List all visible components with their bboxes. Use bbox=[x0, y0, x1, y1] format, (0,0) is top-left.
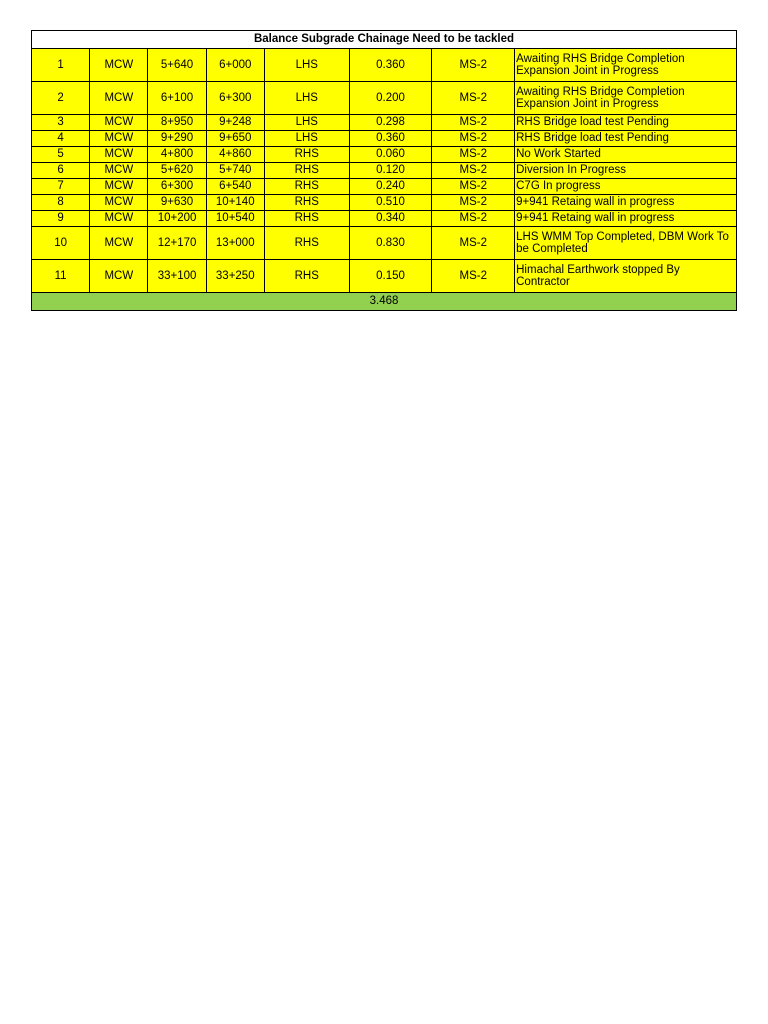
section-cell: MS-2 bbox=[432, 147, 515, 163]
table-row bbox=[32, 227, 737, 260]
remark-cell: Awaiting RHS Bridge Completion Expansion Joint in Progress bbox=[515, 82, 737, 115]
table-row bbox=[32, 179, 737, 195]
side-cell: LHS bbox=[264, 49, 349, 82]
remark-cell: 9+941 Retaing wall in progress bbox=[515, 195, 737, 211]
serial-number-cell: 11 bbox=[32, 260, 90, 293]
road-cell: MCW bbox=[90, 131, 148, 147]
remark-cell: Awaiting RHS Bridge Completion Expansion Joint in Progress bbox=[515, 49, 737, 82]
road-cell: MCW bbox=[90, 49, 148, 82]
chainage-from-cell: 9+630 bbox=[148, 195, 206, 211]
length-cell: 0.510 bbox=[349, 195, 432, 211]
side-cell: RHS bbox=[264, 260, 349, 293]
chainage-to-cell: 10+140 bbox=[206, 195, 264, 211]
serial-number-cell: 1 bbox=[32, 49, 90, 82]
section-cell: MS-2 bbox=[432, 115, 515, 131]
section-cell: MS-2 bbox=[432, 195, 515, 211]
section-cell: MS-2 bbox=[432, 179, 515, 195]
table-row bbox=[32, 115, 737, 131]
road-cell: MCW bbox=[90, 115, 148, 131]
section-cell: MS-2 bbox=[432, 131, 515, 147]
length-cell: 0.200 bbox=[349, 82, 432, 115]
chainage-to-cell: 10+540 bbox=[206, 211, 264, 227]
chainage-to-cell: 33+250 bbox=[206, 260, 264, 293]
serial-number-cell: 5 bbox=[32, 147, 90, 163]
section-cell: MS-2 bbox=[432, 82, 515, 115]
chainage-to-cell: 6+000 bbox=[206, 49, 264, 82]
chainage-from-cell: 10+200 bbox=[148, 211, 206, 227]
table-row bbox=[32, 260, 737, 293]
chainage-from-cell: 9+290 bbox=[148, 131, 206, 147]
serial-number-cell: 10 bbox=[32, 227, 90, 260]
total-row bbox=[32, 293, 737, 311]
table-row bbox=[32, 49, 737, 82]
title-row bbox=[32, 31, 737, 49]
road-cell: MCW bbox=[90, 260, 148, 293]
serial-number-cell: 3 bbox=[32, 115, 90, 131]
chainage-to-cell: 13+000 bbox=[206, 227, 264, 260]
length-cell: 0.298 bbox=[349, 115, 432, 131]
road-cell: MCW bbox=[90, 211, 148, 227]
chainage-from-cell: 33+100 bbox=[148, 260, 206, 293]
side-cell: RHS bbox=[264, 147, 349, 163]
serial-number-cell: 4 bbox=[32, 131, 90, 147]
length-cell: 0.340 bbox=[349, 211, 432, 227]
length-cell: 0.150 bbox=[349, 260, 432, 293]
serial-number-cell: 8 bbox=[32, 195, 90, 211]
length-cell: 0.120 bbox=[349, 163, 432, 179]
section-cell: MS-2 bbox=[432, 49, 515, 82]
chainage-from-cell: 5+620 bbox=[148, 163, 206, 179]
chainage-to-cell: 5+740 bbox=[206, 163, 264, 179]
side-cell: RHS bbox=[264, 195, 349, 211]
side-cell: RHS bbox=[264, 179, 349, 195]
remark-cell: C7G In progress bbox=[515, 179, 737, 195]
table-row bbox=[32, 195, 737, 211]
length-cell: 0.360 bbox=[349, 131, 432, 147]
remark-cell: Himachal Earthwork stopped By Contractor bbox=[515, 260, 737, 293]
chainage-to-cell: 9+248 bbox=[206, 115, 264, 131]
road-cell: MCW bbox=[90, 163, 148, 179]
section-cell: MS-2 bbox=[432, 163, 515, 179]
chainage-from-cell: 8+950 bbox=[148, 115, 206, 131]
serial-number-cell: 2 bbox=[32, 82, 90, 115]
road-cell: MCW bbox=[90, 195, 148, 211]
table-row bbox=[32, 82, 737, 115]
chainage-to-cell: 6+300 bbox=[206, 82, 264, 115]
length-cell: 0.830 bbox=[349, 227, 432, 260]
chainage-from-cell: 4+800 bbox=[148, 147, 206, 163]
chainage-to-cell: 6+540 bbox=[206, 179, 264, 195]
chainage-to-cell: 9+650 bbox=[206, 131, 264, 147]
chainage-from-cell: 12+170 bbox=[148, 227, 206, 260]
remark-cell: 9+941 Retaing wall in progress bbox=[515, 211, 737, 227]
remark-cell: No Work Started bbox=[515, 147, 737, 163]
length-cell: 0.360 bbox=[349, 49, 432, 82]
side-cell: LHS bbox=[264, 115, 349, 131]
side-cell: RHS bbox=[264, 211, 349, 227]
remark-cell: Diversion In Progress bbox=[515, 163, 737, 179]
length-cell: 0.060 bbox=[349, 147, 432, 163]
side-cell: LHS bbox=[264, 131, 349, 147]
side-cell: RHS bbox=[264, 163, 349, 179]
chainage-from-cell: 5+640 bbox=[148, 49, 206, 82]
section-cell: MS-2 bbox=[432, 211, 515, 227]
table-row bbox=[32, 163, 737, 179]
section-cell: MS-2 bbox=[432, 227, 515, 260]
remark-cell: RHS Bridge load test Pending bbox=[515, 115, 737, 131]
table-row bbox=[32, 131, 737, 147]
side-cell: RHS bbox=[264, 227, 349, 260]
road-cell: MCW bbox=[90, 227, 148, 260]
section-cell: MS-2 bbox=[432, 260, 515, 293]
table-row bbox=[32, 147, 737, 163]
road-cell: MCW bbox=[90, 82, 148, 115]
subgrade-table bbox=[31, 30, 737, 311]
chainage-from-cell: 6+100 bbox=[148, 82, 206, 115]
remark-cell: LHS WMM Top Completed, DBM Work To be Completed bbox=[515, 227, 737, 260]
serial-number-cell: 7 bbox=[32, 179, 90, 195]
road-cell: MCW bbox=[90, 147, 148, 163]
side-cell: LHS bbox=[264, 82, 349, 115]
chainage-from-cell: 6+300 bbox=[148, 179, 206, 195]
table-title: Balance Subgrade Chainage Need to be tackled bbox=[32, 31, 737, 49]
remark-cell: RHS Bridge load test Pending bbox=[515, 131, 737, 147]
table-row bbox=[32, 211, 737, 227]
length-cell: 0.240 bbox=[349, 179, 432, 195]
total-length-cell: 3.468 bbox=[32, 293, 737, 311]
serial-number-cell: 9 bbox=[32, 211, 90, 227]
serial-number-cell: 6 bbox=[32, 163, 90, 179]
chainage-to-cell: 4+860 bbox=[206, 147, 264, 163]
road-cell: MCW bbox=[90, 179, 148, 195]
